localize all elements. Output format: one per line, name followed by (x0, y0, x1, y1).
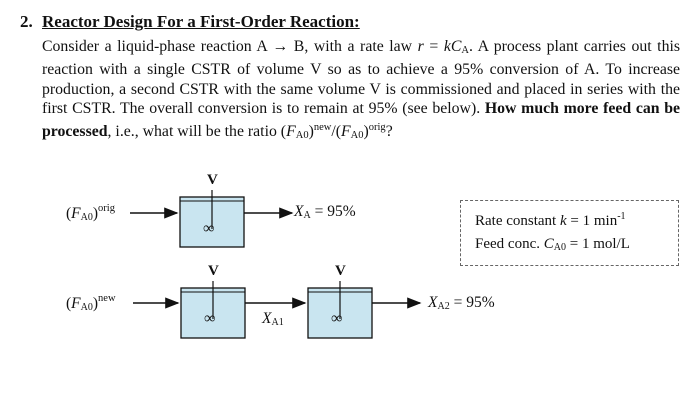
feed-conc-line: Feed conc. $C_{A0} = 1$ mol/L (475, 236, 630, 253)
conversion-orig-label: $X_A = 95\%$ (294, 203, 356, 221)
stirrer-icon-single: ∞ (203, 220, 215, 237)
reaction-arrow-icon: → (272, 38, 289, 55)
ratio-paren-new: ) (308, 123, 314, 141)
bold-question: How much more feed can be processed (42, 99, 680, 141)
feed-orig-label: $(F_{A0})^{orig}$ (66, 203, 115, 223)
rate-subscript: A (461, 45, 469, 56)
ratio-F-orig: F (341, 123, 351, 141)
problem-number: 2. (20, 12, 33, 31)
statement-text-4: , i.e., what will be the ratio ( (107, 123, 287, 141)
ratio-slash: /( (331, 123, 341, 141)
volume-label-second: V (335, 263, 346, 279)
stirrer-icon-first: ∞ (204, 310, 216, 327)
rate-expression: kC (443, 38, 462, 55)
rate-equals: = (423, 38, 444, 55)
rate-constant-line: Rate constant k = 1 $\min^{-1}$ (475, 211, 626, 229)
question-mark: ? (385, 123, 393, 141)
statement-text-2: B, with a rate law (288, 38, 418, 55)
ratio-sub-new: A0 (295, 130, 309, 142)
volume-label-single: V (207, 172, 218, 188)
problem-title: Reactor Design For a First-Order Reaction: (42, 12, 360, 31)
ratio-paren-orig: ) (363, 123, 369, 141)
rate-symbol: r (417, 38, 424, 55)
conversion-intermediate-label: $X_{A1}$ (262, 310, 284, 328)
volume-label-first: V (208, 263, 219, 279)
stirrer-icon-second: ∞ (331, 310, 343, 327)
ratio-F-new: F (286, 123, 296, 141)
ratio-sub-orig: A0 (350, 130, 364, 142)
statement-text-1: Consider a liquid-phase reaction A (42, 38, 273, 55)
given-data-box (460, 200, 679, 266)
ratio-sup-orig: orig (368, 122, 386, 134)
statement-text-3: . A process plant carries out this reaction with a single CSTR of volume V so as to achieve a 95% conversion of A. To increase production, a second CSTR with the same volume V is commissioned and placed in series with the first CSTR. The overall conversion is to remain at 95% (see below). (42, 38, 681, 117)
conversion-new-label: $X_{A2} = 95\%$ (428, 294, 495, 312)
ratio-sup-new: new (313, 122, 332, 134)
feed-new-label: $(F_{A0})^{new}$ (66, 293, 116, 313)
